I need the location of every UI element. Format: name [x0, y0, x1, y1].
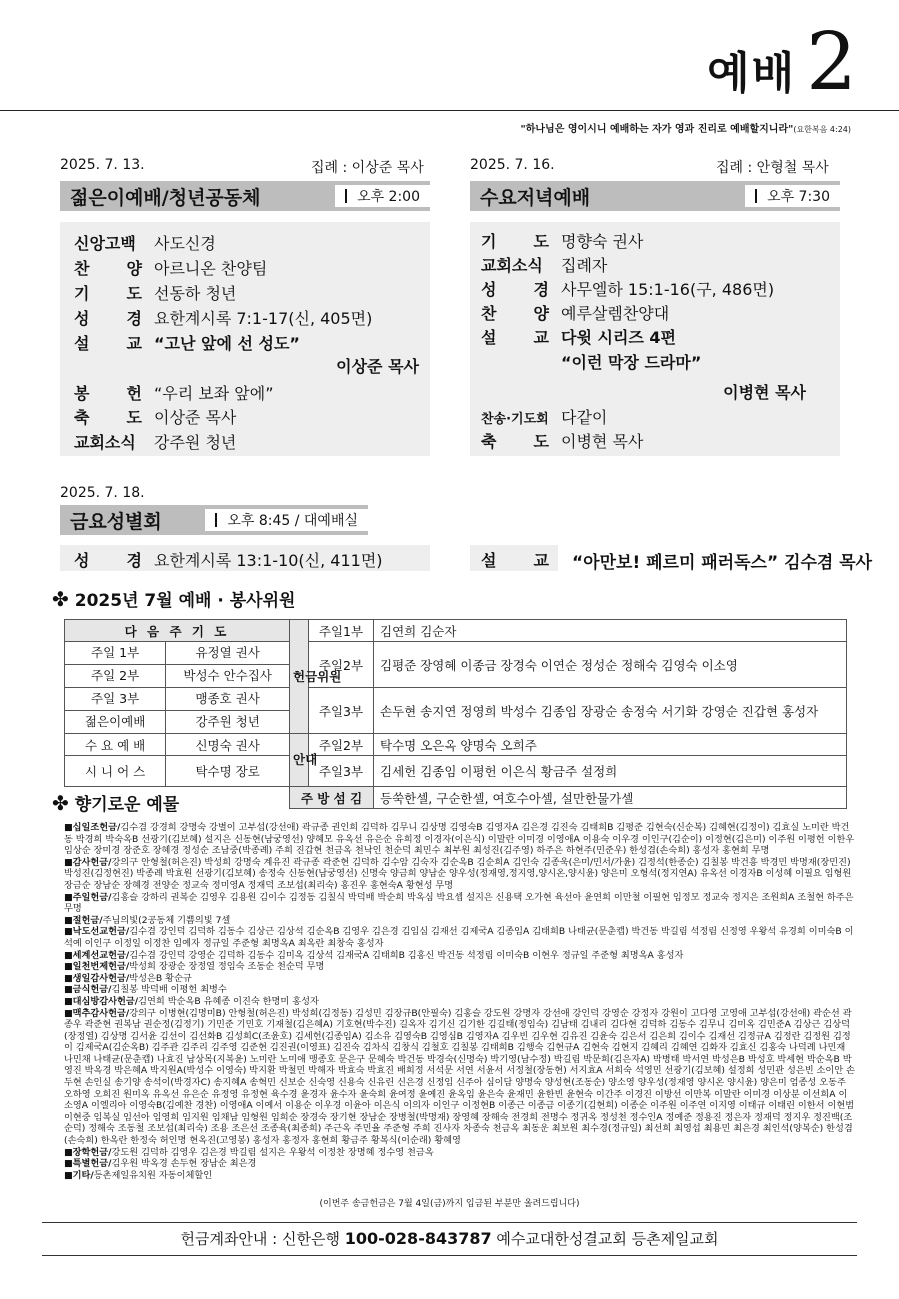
offerings-heading: ✤ 향기로운 예물 — [52, 790, 180, 815]
usher-label: 안내 — [290, 734, 309, 787]
wednesday-item: 축 도 이병현 목사 — [481, 432, 644, 451]
wednesday-sermon-title: “이런 막장 드라마” — [561, 353, 702, 372]
prayer-person: 신명숙 권사 — [166, 734, 290, 756]
offering-group: ■세계선교헌금/김수겸 강인덕 강영순 김덕하 김동수 김미옥 김상석 김재국A 김태희B 김홍신 박건동 석정림 이미숙B 이현우 정규일 주준형 최명옥A 홍성자 — [64, 949, 684, 961]
clover-icon: ✤ — [52, 790, 69, 815]
page-number: 2 — [806, 15, 857, 108]
offering-committee-label: 헌금위원 — [290, 620, 309, 734]
wednesday-item: 성 경 사무엘하 15:1-16(구, 486면) — [481, 280, 775, 299]
offering-slot: 주일2부 — [309, 642, 374, 688]
prayer-slot: 시 니 어 스 — [65, 756, 166, 787]
wednesday-item: 찬 양 예루살렘찬양대 — [481, 304, 670, 323]
youth-service-time: 오후 2:00 — [335, 185, 430, 207]
youth-item: 설 교 “고난 앞에 선 성도” — [74, 334, 300, 353]
wednesday-date: 2025. 7. 16. — [470, 157, 555, 173]
account-label: 헌금계좌안내 : 신한은행 — [180, 1230, 340, 1248]
usher-names: 탁수명 오은옥 양명숙 오희주 — [374, 734, 847, 756]
title-rule — [0, 110, 899, 111]
friday-service-time: 오후 8:45 / 대예배실 — [205, 509, 368, 531]
prayer-person: 탁수명 장로 — [166, 756, 290, 787]
prayer-slot: 수 요 예 배 — [65, 734, 166, 756]
offering-group: ■장학헌금/강도원 김덕하 김영우 김은경 박길림 설지은 우왕석 이정찬 장명혜 정수영 천금옥 — [64, 1146, 434, 1158]
page-title — [707, 15, 857, 108]
wednesday-service-name: 수요저녁예배 — [480, 186, 591, 209]
offering-group: ■생일감사헌금/박성은B 황순규 — [64, 972, 192, 984]
prayer-person: 맹종호 권사 강주원 청년 — [166, 688, 290, 734]
offering-group: ■낙도선교헌금/김수겸 강인덕 김덕하 김동수 김상근 김상석 김순옥B 김영우 김은경 김임심 김재선 김제국A 김종임A 김태희B 나태균(문춘캡) 박건동 박길림 석정림 신정영 우왕석 유경희 이미숙B 이석예 이인구 이정일 이정찬 임예자 정규일 주준형 최명옥A 최옥란 최창숙 홍성자 — [64, 926, 854, 949]
wednesday-service-time: 오후 7:30 — [745, 185, 840, 207]
youth-preacher: 이상준 목사 — [336, 357, 419, 376]
offerings-note: (이번주 송금헌금은 7월 4일(금)까지 입금된 부분만 올려드립니다) — [319, 1199, 580, 1209]
usher-slot: 주일2부 — [309, 734, 374, 756]
account-info — [42, 1222, 857, 1256]
kitchen-service-label: 주 방 섬 김 — [290, 787, 374, 809]
offering-group: ■절헌금/주님의빛(2공동체 기쁨의빛 7셀 — [64, 914, 231, 926]
wednesday-item: 설 교 다윗 시리즈 4편 — [481, 328, 677, 347]
wednesday-service-bar — [470, 181, 840, 211]
usher-names: 김세헌 김종임 이평헌 이은식 황금주 설정희 — [374, 756, 847, 787]
wednesday-item: 교회소식 집례자 — [481, 256, 608, 275]
offering-names: 김연희 김순자 — [374, 620, 847, 642]
account-holder: 예수교대한성결교회 등촌제일교회 — [496, 1230, 719, 1248]
offering-group: ■주일헌금/김홍슬 강하리 권복순 김영우 김용원 김이수 김정동 김칠식 박덕배 박순희 박옥심 박요셉 설지은 신용택 오가현 육선아 윤연희 이만철 이필현 임정모 정교숙 정지은 조원희A 조철현 하주은 무명 — [64, 891, 854, 915]
header-verse: "하나님은 영이시니 예배하는 자가 영과 진리로 예배할지니라"(요한복음 4:24) — [520, 124, 851, 135]
wednesday-officiant: 집례 : 안형철 목사 — [716, 160, 829, 176]
wednesday-item: 찬송·기도회 다같이 — [481, 408, 608, 427]
youth-date: 2025. 7. 13. — [60, 157, 145, 173]
friday-service-bar — [60, 505, 368, 535]
youth-officiant: 집례 : 이상준 목사 — [311, 160, 424, 176]
offering-group: ■대심방감사헌금/김연희 박순옥B 유혜종 이진숙 한명미 홍성자 — [64, 995, 319, 1007]
offering-names: 김평준 장영혜 이종금 장경숙 이연순 정성순 정해숙 김영숙 이소영 — [374, 642, 847, 688]
offering-group: ■맥추감사헌금/강의구 이병현(김명미B) 안형철(허은진) 박성희(김정동) 김성민 김장규B(안필숙) 김홍슬 강도원 강명자 강선애 강인덕 강영순 강정자 강원이 고다영 고영애 고부섭(강선애) 곽순선 곽종우 곽준현 권복남 권순정(김정기) 기민준 기민호 기재철(김은혜A) 기호현(박수진) 길옥자 김기신 김기한 김길태(정임숙) 김남태 김내리 김다현 김덕하 김동수 김무니 김미옥 김민준A 김상근 김상덕(장정열) 김상명 김서윤 김선이 김선화B 김성희C(조윤호) 김세헌(김종임A) 김소유 김영숙B 김영심B 김영자A 김우빈 김우현 김유진 김윤숙 김은서 김은희 김이수 김재선 김정규A 김정란 김정원 김정이 김제국A(김순옥B) 김주관 김주리 김주영 김준현 김진권(이영표) 김진숙 김차식 김창식 김철호 김칠봉 김태희B 김행숙 김현규A 김현숙 김현지 김혜리 김혜연 김화자 김효신 김홍숙 나덕례 나민재 나민채 나태균(문춘캡) 나효진 남상목(지복윤) 노미란 노미애 맹종호 문은구 문혜숙 박건동 박경숙(신명숙) 박기영(남수정) 박길림 박문희(김은자A) 박병태 박서연 박성은B 박성호 박세현 박순옥B 박영진 박옥경 박은혜A 박지원A(박성수 이영숙) 박지환 박철민 박해자 박효숙 박효진 배희정 서석문 서연 서윤서 서정철(장동현) 서지효A 서희숙 석영민 선광기(김보혜) 설정희 성민관 성은빈 소이안 손두현 손인실 송기양 송석이(박경자C) 송지혜A 송혁민 신보순 신숙영 신용숙 신유린 신은경 신정임 신주아 심이담 양명숙 양성현(조동순) 양소영 양우성(정재영 양시온 양시윤) 양은미 엄종성 오동주 오하영 오희진 원미옥 유옥선 유은순 유정영 유정현 육수경 윤경자 윤수자 윤숙희 윤여정 윤예진 윤옥임 윤은숙 윤재민 윤한빈 윤현숙 이간주 이경진 이방선 이만복 이말란 이미경 이상분 이선희A 이소영A 이엘리아 이영숙B(김예찬 경찬) 이영애A 이예서 이용순 이우경 이윤아 이은식 이의자 이인구 이정현B 이종근 이종금 이종기(김현희) 이종순 이주원 이주연 이지영 이태규 이태린 이한서 이현범 이현중 임복실 임선아 임영희 임지원 임채남 임형원 임희순 장경숙 장기현 장남순 장병철(박명재) 장영혜 장해숙 전경희 전명수 정귀옥 정성천 정수인A 정예준 정용진 정은자 정재덕 정지우 정진백(조순덕) 정해숙 조동철 조보섭(최리숙) 조용 조은선 조종육(최종희) 주근옥 주민율 주준형 주희 진사자 차종숙 천금옥 최동운 최보원 최수경(정규일) 최선희 최영섭 최용민 최은경 최인석(양복순) 한성겸(손숙희) 한옥란 한정숙 허인명 현옥진(고영봉) 홍성자 홍정자 홍현희 황금주 황복식(이순래) 황혜영 — [64, 1007, 855, 1147]
clover-icon: ✤ — [52, 586, 69, 611]
youth-item: 교회소식 강주원 청년 — [74, 433, 237, 452]
youth-item: 기 도 선동하 청년 — [74, 284, 237, 303]
page-title-word: 예배 — [707, 48, 797, 99]
youth-item: 축 도 이상준 목사 — [74, 408, 237, 427]
offering-slot: 주일1부 — [309, 620, 374, 642]
prayer-slot: 주일 3부 젊은이예배 — [65, 688, 166, 734]
friday-sermon: 설 교 — [481, 551, 549, 570]
youth-item: 성 경 요한계시록 7:1-17(신, 405면) — [74, 309, 373, 328]
offering-group: ■일천번제헌금/박성희 장광순 장정열 정임숙 조동순 천순덕 무명 — [64, 961, 325, 973]
usher-slot: 주일3부 — [309, 756, 374, 787]
offering-group: ■특별헌금/김우원 박옥경 손두현 장남순 최은경 — [64, 1158, 257, 1170]
friday-scripture: 성 경 요한계시록 13:1-10(신, 411면) — [74, 551, 383, 570]
offerings-list — [64, 822, 855, 1181]
offering-group: ■기타/등촌제일유치원 자동이체할인 — [64, 1169, 213, 1181]
verse-ref: (요한복음 4:24) — [793, 125, 851, 134]
prayer-person: 유정열 권사 박성수 안수집사 — [166, 642, 290, 688]
youth-item: 봉 헌 “우리 보좌 앞에” — [74, 384, 274, 403]
prayer-slot: 주일 1부 주일 2부 — [65, 642, 166, 688]
youth-item: 찬 양 아르니온 찬양팀 — [74, 259, 268, 278]
duty-heading: ✤ 2025년 7월 예배 · 봉사위원 — [52, 586, 296, 611]
offering-group: ■감사헌금/강의구 안형철(허은진) 박성희 강명숙 계유진 곽규종 곽준현 김덕하 김수암 김숙자 김순옥B 김순희A 김인숙 김종욱(은미/민서/가윤) 김정석(한종순) 김칠봉 박건흥 박경민 박명재(장민진) 박성진(김정현진) 박종례 박효원 선광기(김보혜) 송정숙 신동현(남궁영선) 신명숙 양금희 양남순 양우성(정재영,정지영,양시온,양시윤) 양은미 오형석(정지연A) 유옥선 이경자B 이성혜 이필요 임형원 장금순 장남순 장혜경 전양순 정교숙 정미영A 정재덕 조보섭(최리숙) 홍진우 홍현숙A 황현성 무명 — [64, 856, 852, 891]
kitchen-service-cells: 등쑥한셀, 구순한셀, 여호수아셀, 설만한물가셀 — [374, 787, 847, 809]
friday-preacher: 김수겸 목사 — [784, 553, 873, 573]
offering-group: ■십일조헌금/김수겸 강경희 강명숙 강별이 고부섭(강선애) 곽규종 권인희 김덕하 김무니 김상명 김영숙B 김영자A 김은경 김진숙 김태희B 김평준 김현숙(신순복) 김혜현(김정이) 김효실 노미란 박건동 박경희 박숙옥B 선광기(김보혜) 설지은 신동현(남궁영선) 양혜모 유옥선 유은순 유희정 이경자(이은식) 이말란 이미경 이영애A 이용숙 이우경 이인구(김순이) 이정현(김은미) 이주원 이평헌 이한우 임상순 장미경 장준호 장혜경 정성순 조남중(박종례) 주희 진갑현 천금옥 천낙인 천순덕 최민수 최부원 최성진(김주영) 하주은 하현주(민준우) 한성겸(손숙희) 홍성자 홍현희 무명 — [64, 822, 855, 857]
friday-sermon-title: “아만보! 페르미 패러독스” 김수겸 목사 — [572, 553, 873, 573]
offering-slot: 주일3부 — [309, 688, 374, 734]
youth-service-bar — [60, 181, 430, 211]
friday-date: 2025. 7. 18. — [60, 485, 145, 501]
offering-names: 손두현 송지연 정영희 박성수 김종임 장광순 송정숙 서기화 강영순 진갑현 홍성자 — [374, 688, 847, 734]
wednesday-preacher: 이병현 목사 — [723, 383, 806, 402]
account-number: 100-028-843787 — [344, 1229, 492, 1248]
youth-service-name: 젊은이예배/청년공동체 — [70, 186, 261, 209]
offering-group: ■금식헌금/김칠봉 박덕배 이평헌 최병수 — [64, 984, 227, 996]
youth-item: 신앙고백 사도신경 — [74, 234, 216, 253]
next-prayer-heading: 다 음 주 기 도 — [65, 620, 290, 642]
friday-service-name: 금요성별회 — [70, 510, 162, 533]
duty-table — [64, 619, 847, 809]
wednesday-item: 기 도 명향숙 권사 — [481, 232, 644, 251]
